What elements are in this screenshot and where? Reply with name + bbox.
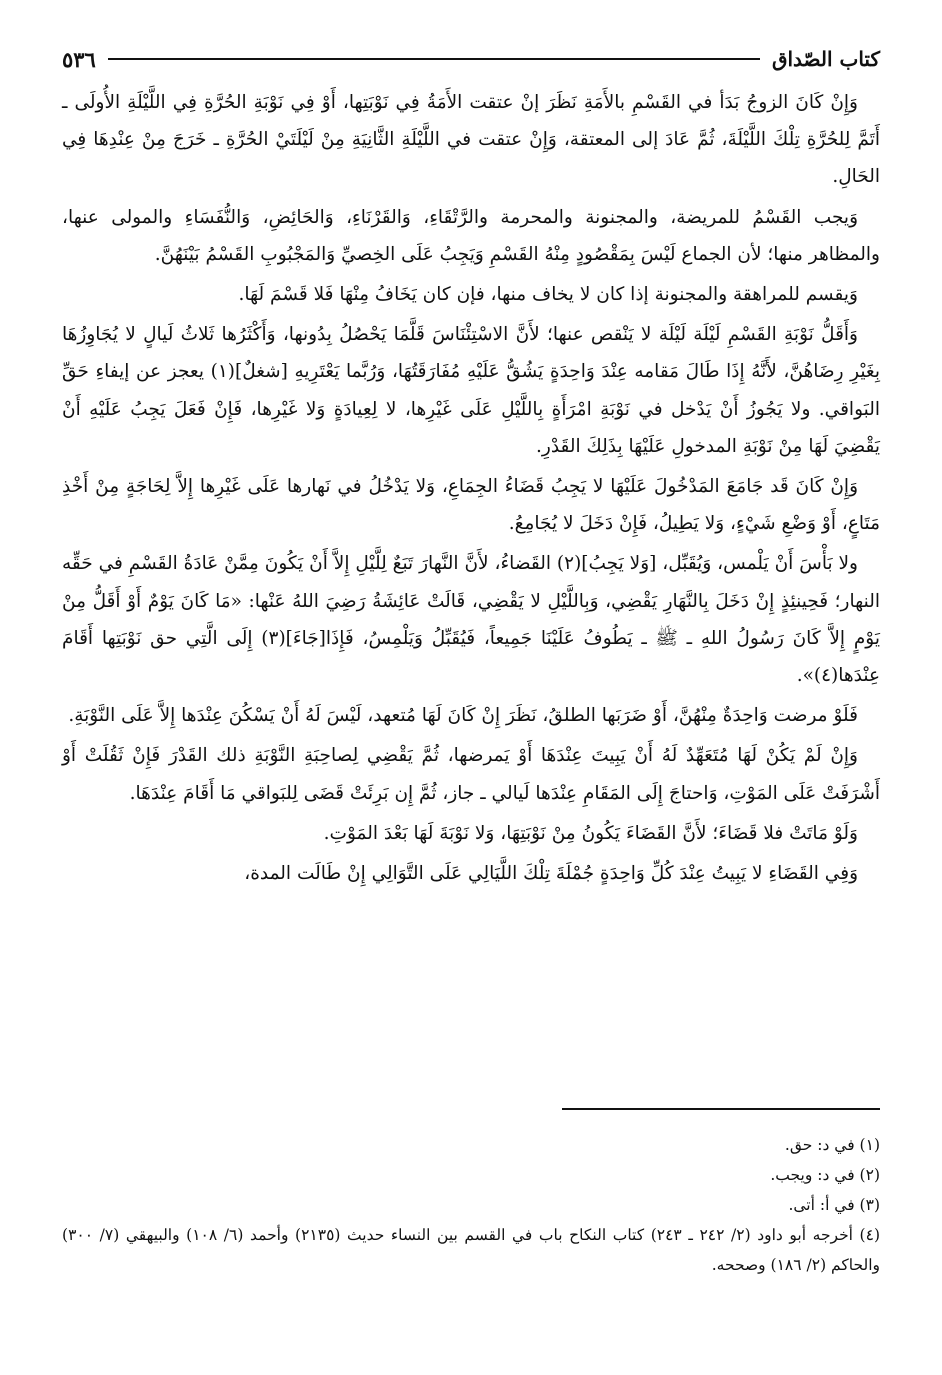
paragraph: وَإِنْ لَمْ يَكُنْ لَهَا مُتَعَهِّدٌ لَهُ أَنْ يَبِيتَ عِنْدَهَا أَوْ يَمرضها، ثُمَّ يَقْضِي لِصاحِبَةِ النَّوْبَةِ ذلك القَدْرَ فَإِنْ ثَقُلَتْ أَوْ أَشْرَفَتْ عَلَى المَوْتِ، وَاحتاجَ إِلَى المَقَامِ عِنْدَها لَيالي ـ جاز، ثُمَّ إِن بَرِئَتْ قَضَى لِلبَواقي مَا أَقَامَ عِنْدَهَا. (62, 745, 880, 804)
paragraph: وَيجب القَسْمُ للمريضة، والمجنونة والمحرمة والرَّتْقَاءِ، وَالقَرْنَاءِ، وَالحَائِضِ، وَالنُّفَسَاءِ والمولى عنها، والمظاهر منها؛ لأن الجماع لَيْسَ بِمَقْصُودٍ مِنْهُ القَسْمِ وَيَجِبُ عَلَى الخِصيِّ وَالمَجْبُوبِ القَسْمُ بَيْنَهُنَّ. (62, 206, 880, 265)
footnote: (٢) في د: ويجب. (770, 1166, 880, 1184)
paragraph: وَإِنْ كَانَ قَد جَامَعَ المَدْخُولَ عَلَيْهَا لا يَجِبُ قَضَاءُ الجِمَاعِ، وَلا يَدْخُلُ في نَهارها عَلَى غَيْرِها إِلاَّ لِحَاجَةٍ مِنْ أَخْذِ مَتَاعٍ، أَوْ وَضْعِ شَيْءٍ، وَلا يَطِيلُ، فَإِنْ دَخَلَ لا يُجَامِعُ. (62, 476, 880, 535)
page-header (62, 42, 880, 76)
footnote-separator (562, 1108, 880, 1110)
paragraph: ولا بَأْسَ أَنْ يَلْمس، وَيُقَبِّل، [وَلا يَجِبُ](٢) القَضاءُ، لأَنَّ النَّهارَ تَبَعٌ لِلَّيْلِ إِلاَّ أَنْ يَكُونَ مِمَّنْ عَادَةُ القَسْمِ في حَقِّه النهار؛ فَحِينئِذٍ إِنْ دَخَلَ بِالنَّهَارِ يَقْضِي، وَبِاللَّيْلِ لا يَقْضِي، قَالَتْ عَائِشَةُ رَضِيَ اللهُ عَنْها: «مَا كَانَ يَوْمٌ أَوْ أَقَلُّ مِنْ يَوْمٍ إِلاَّ كَانَ رَسُولُ اللهِ ـ ﷺ ـ يَطُوفُ عَلَيْنَا جَمِيعاً، فَيُقَبِّلُ وَيَلْمِسُ، فَإِذَا[جَاءَ](٣) إِلَى الَّتِي حق نَوْبَتِها أَقَامَ عِنْدَها(٤)». (62, 553, 880, 687)
footnote: (١) في د: حق. (784, 1136, 880, 1154)
paragraph: وَفِي القَضَاءِ لا يَبِيتُ عِنْدَ كُلِّ وَاحِدَةٍ جُمْلَةَ تِلْكَ اللَّيَالِي عَلَى التَّوَالِي إِنْ طَالَت المدة، (244, 863, 858, 885)
footnotes (62, 1130, 880, 1280)
paragraph: وَيقسم للمراهقة والمجنونة إذا كان لا يخاف منها، فإن كان يَخَافُ مِنْهَا فَلا قَسْمَ لَهَا. (238, 284, 858, 306)
footnote: (٣) في أ: أتى. (788, 1196, 880, 1214)
footnote: (٤) أخرجه أبو داود (٢/ ٢٤٢ ـ ٢٤٣) كتاب النكاح باب في القسم بين النساء حديث (٢١٣٥) وأحمد (٦/ ١٠٨) والبيهقي (٧/ ٣٠٠) والحاكم (٢/ ١٨٦) وصححه. (62, 1226, 880, 1274)
paragraph: وَلَوْ مَاتَتْ فلا قَضَاءَ؛ لأَنَّ القَضَاءَ يَكُونُ مِنْ نَوْبَتِهَا، وَلا نَوْبَةَ لَهَا بَعْدَ المَوْتِ. (323, 822, 858, 844)
paragraph: وَأَقَلُّ نَوْبَةِ القَسْمِ لَيْلَة لَيْلَة لا يَنْقص عنها؛ لأَنَّ الاسْتِئْنَاسَ قَلَّمَا يَحْصُلُ بِدُونها، وَأَكْثَرُها ثَلاثُ لَيالٍ لا يُجَاوِزُهَا بِغَيْرِ رِضَاهُنَّ، لأَنَّهُ إِذَا طَالَ مَقامه عِنْدَ وَاحِدَةٍ يَشُقُّ عَلَيْهِ مُفَارَقَتُهَا، وَرُبَّما يَعْتَرِيهِ [شغلٌ](١) يعجز عن إيفاءِ حَقِّ البَواقي. ولا يَجُوزُ أَنْ يَدْخل في نَوْبَةِ امْرَأَةٍ بِاللَّيْلِ عَلَى غَيْرِها، لا لِعِيادَةٍ وَلا غَيْرِها، فَإِنْ فَعَلَ يَجِبُ عَلَيْهِ أَنْ يَقْضِيَ لَهَا مِنْ نَوْبَةِ المدخولِ عَلَيْهَا بِذَلِكَ القَدْرِ. (62, 324, 880, 457)
paragraph: وَإِنْ كَانَ الزوجُ بَدَأ في القَسْمِ بالأَمَةِ نَظَرَ إنْ عتقت الأَمَةُ فِي نَوْبَتِها، أَوْ فِي نَوْبَةِ الحُرَّةِ فِي اللَّيْلَةِ الأُولَى ـ أَتَمَّ لِلحُرَّةِ تِلْكَ اللَّيْلَةَ، ثُمَّ عَادَ إلى المعتقة، وَإِنْ عتقت في اللَّيْلَةِ الثَّانِيَةِ مِنْ لَيْلَتَيْ الحُرَّةِ ـ خَرَجَ مِنْ عِنْدِهَا فِي الحَالِ. (62, 92, 880, 188)
main-text (62, 84, 880, 895)
page-number: ٥٣٦ (62, 46, 96, 72)
book-title: كتاب الصّداق (771, 47, 880, 71)
header-rule (108, 58, 760, 60)
paragraph: فَلَوْ مرضت وَاحِدَةٌ مِنْهُنَّ، أَوْ ضَرَبَها الطلقُ، نَظَرَ إِنْ كَانَ لَهَا مُتعهد، لَيْسَ لَهُ أَنْ يَسْكُنَ عِنْدَها إِلاَّ عَلَى النَّوْبَةِ. (68, 705, 858, 727)
